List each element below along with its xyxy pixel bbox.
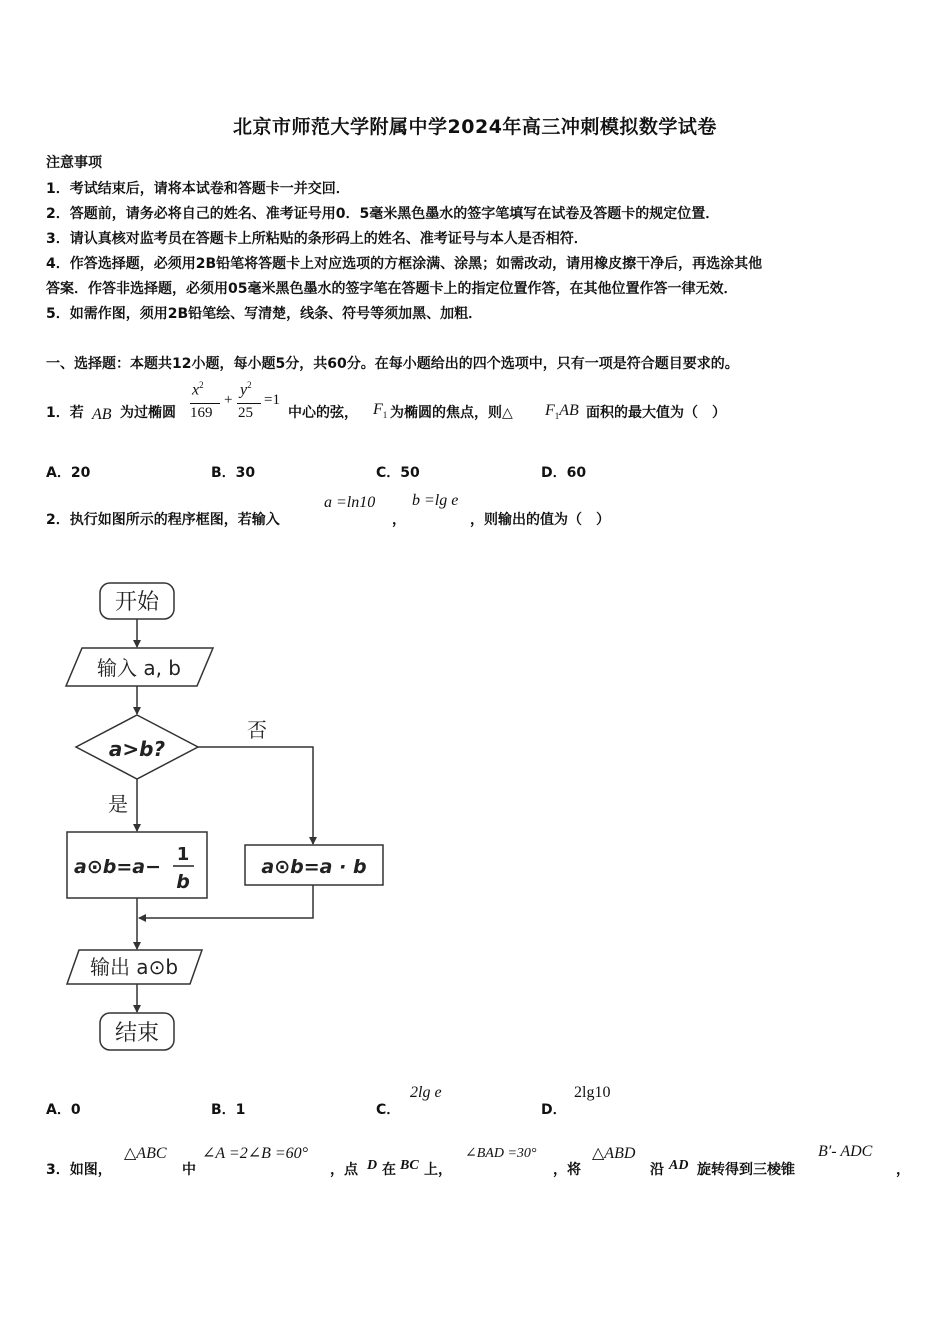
notice-item: 2．答题前，请务必将自己的姓名、准考证号用0．5毫米黑色墨水的签字笔填写在试卷及答题卡的规定位置． [46,206,720,222]
q3-text-6: ，将 [553,1162,581,1178]
q3-text-3: ，点 [330,1162,358,1178]
q3-point-d: D [367,1158,378,1173]
flow-end-label: 结束 [114,1021,160,1046]
q3-text-4: 在 [382,1162,396,1178]
flow-left-denominator: b [176,871,190,893]
flow-output-label: 输出 a⊙b [89,955,179,979]
q3-text-5: 上， [424,1162,452,1178]
notice-item: 1．考试结束后，请将本试卷和答题卡一并交回． [46,181,350,197]
q3-math-triangle-abc: △ABC [124,1145,167,1162]
q1-option-d[interactable]: D．60 [541,465,587,481]
q1-text-4: 为椭圆的焦点，则△ [390,405,513,421]
flow-yes-label: 是 [108,792,128,816]
flow-left-formula: a⊙b=a− [74,856,162,878]
q3-text-2: 中 [182,1162,196,1178]
q3-math-pyramid: B′- ADC [818,1143,873,1160]
q1-text-2: 为过椭圆 [120,405,176,421]
q2-option-d-math: 2lg10 [574,1084,611,1101]
flow-arrow-merge [139,885,313,918]
notice-item: 4．作答选择题，必须用2B铅笔将答题卡上对应选项的方框涂满、涂黑；如需改动，请用橡皮擦干净后，再选涂其他 [46,256,763,272]
q2-option-c-math: 2lg e [410,1084,442,1101]
q1-text-1: 1．若 [46,405,84,421]
q1-text-5: 面积的最大值为（ ） [586,405,726,421]
flow-no-label: 否 [247,718,267,742]
q1-option-b[interactable]: B．30 [211,465,256,481]
q2-text-2: ，则输出的值为（ ） [470,512,610,528]
q1-f1: $F_1$ [373,401,388,421]
q3-ad: AD [669,1158,689,1173]
q2-math-b: b =lg e [412,492,459,509]
q1-f1ab: $F_1AB$ [545,402,579,422]
flow-arrow-no [198,747,313,844]
flow-right-formula: a⊙b=a · b [261,856,367,878]
q3-text-1: 3．如图， [46,1162,112,1178]
q1-ab: AB [92,406,112,423]
q1-frac1-num: $x^2$ [192,380,204,399]
q3-math-triangle-abd: △ABD [592,1145,636,1162]
q2-comma: ， [392,512,406,528]
q3-text-7: 沿 [650,1162,664,1178]
q1-frac2-num: $y^2$ [240,380,252,399]
q3-text-8: 旋转得到三棱锥 [697,1162,795,1178]
q2-option-a[interactable]: A．0 [46,1102,81,1118]
notice-heading: 注意事项 [46,155,102,171]
section-heading: 一、选择题：本题共12小题，每小题5分，共60分。在每小题给出的四个选项中，只有一项是符合题目要求的。 [46,356,739,372]
page-title: 北京市师范大学附属中学2024年高三冲刺模拟数学试卷 [233,116,717,138]
q1-frac2-den: 25 [238,405,253,421]
q2-option-d[interactable]: D． [541,1102,567,1118]
q1-plus: + [224,392,233,408]
notice-item: 5．如需作图，须用2B铅笔绘、写清楚，线条、符号等须加黑、加粗． [46,306,483,322]
q2-math-a: a =ln10 [324,494,376,511]
q1-text-3: 中心的弦， [288,405,358,421]
q1-frac1-den: 169 [190,405,213,421]
q1-option-a[interactable]: A．20 [46,465,91,481]
flow-start-label: 开始 [114,590,160,615]
q3-text-9: ， [896,1162,910,1178]
q2-text-1: 2．执行如图所示的程序框图，若输入 [46,512,280,528]
flow-left-numerator: 1 [176,844,190,865]
q3-math-angles: ∠A =2∠B =60° [202,1145,309,1162]
q1-option-c[interactable]: C．50 [376,465,420,481]
flow-decision-label: a>b? [108,737,166,761]
q2-option-c[interactable]: C． [376,1102,401,1118]
q3-bc: BC [400,1158,419,1173]
notice-item: 3．请认真核对监考员在答题卡上所粘贴的条形码上的姓名、准考证号与本人是否相符． [46,231,588,247]
q3-math-bad: ∠BAD =30° [465,1146,537,1161]
q1-eq: =1 [264,392,280,408]
notice-item: 答案．作答非选择题，必须用05毫米黑色墨水的签字笔在答题卡上的指定位置作答，在其他位置作答一律无效． [46,281,738,297]
flow-input-label: 输入 a, b [96,656,182,680]
q2-option-b[interactable]: B．1 [211,1102,246,1118]
